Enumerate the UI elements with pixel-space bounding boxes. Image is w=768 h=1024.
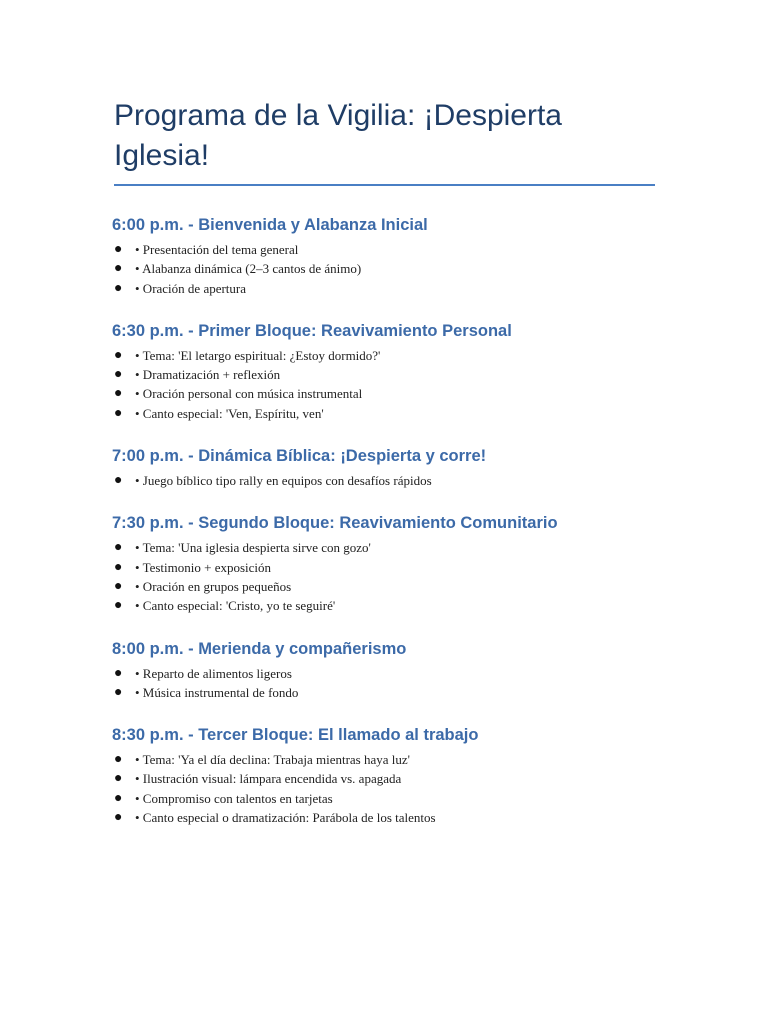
bullet-icon: ●	[114, 540, 123, 556]
schedule-section	[114, 724, 655, 827]
list-item	[114, 683, 655, 702]
bullet-icon: ●	[114, 578, 123, 594]
list-item	[114, 404, 655, 423]
item-text: • Ilustración visual: lámpara encendida vs. apagada	[135, 771, 402, 787]
section-heading: 7:00 p.m. - Dinámica Bíblica: ¡Despierta y corre!	[112, 447, 487, 466]
document-page	[114, 96, 655, 849]
list-item	[114, 240, 655, 259]
item-text: • Tema: 'Ya el día declina: Trabaja mientras haya luz'	[135, 752, 410, 768]
bullet-icon: ●	[114, 790, 123, 806]
bullet-icon: ●	[114, 771, 123, 787]
section-heading: 6:00 p.m. - Bienvenida y Alabanza Inicial	[112, 216, 428, 234]
bullet-icon: ●	[114, 261, 123, 277]
bullet-icon: ●	[114, 810, 123, 826]
bullet-icon: ●	[114, 386, 123, 402]
list-item	[114, 596, 655, 615]
list-item	[114, 346, 655, 365]
item-list	[114, 346, 655, 423]
item-list	[114, 664, 655, 703]
item-text: • Presentación del tema general	[135, 242, 299, 257]
bullet-icon: ●	[114, 280, 123, 296]
bullet-icon: ●	[114, 347, 123, 363]
item-text: • Oración en grupos pequeños	[135, 578, 292, 594]
item-text: • Dramatización + reflexión	[135, 367, 281, 383]
item-text: • Oración de apertura	[135, 280, 247, 296]
item-list	[114, 750, 655, 827]
list-item	[114, 384, 655, 403]
list-item	[114, 664, 655, 683]
section-heading: 8:30 p.m. - Tercer Bloque: El llamado al trabajo	[112, 726, 479, 745]
item-text: • Compromiso con talentos en tarjetas	[135, 790, 333, 806]
list-item	[114, 750, 655, 769]
schedule-section	[114, 638, 655, 703]
bullet-icon: ●	[114, 598, 123, 614]
item-text: • Canto especial o dramatización: Parábola de los talentos	[135, 810, 436, 826]
list-item	[114, 259, 655, 278]
item-text: • Canto especial: 'Ven, Espíritu, ven'	[135, 405, 324, 421]
bullet-icon: ●	[114, 559, 123, 575]
section-heading: 8:00 p.m. - Merienda y compañerismo	[112, 639, 407, 658]
schedule-section	[114, 320, 655, 423]
item-text: • Música instrumental de fondo	[135, 684, 299, 700]
section-heading: 6:30 p.m. - Primer Bloque: Reavivamiento Personal	[112, 321, 512, 340]
item-text: • Juego bíblico tipo rally en equipos con desafíos rápidos	[135, 473, 432, 489]
list-item	[114, 365, 655, 384]
item-text: • Alabanza dinámica (2–3 cantos de ánimo)	[135, 261, 362, 277]
bullet-icon: ●	[114, 684, 123, 700]
title-divider	[114, 184, 655, 186]
schedule-section	[114, 214, 655, 298]
bullet-icon: ●	[114, 665, 123, 681]
list-item	[114, 471, 655, 490]
list-item	[114, 789, 655, 808]
item-text: • Reparto de alimentos ligeros	[135, 665, 292, 681]
schedule-section	[114, 445, 655, 490]
bullet-icon: ●	[114, 473, 123, 489]
list-item	[114, 558, 655, 577]
item-text: • Testimonio + exposición	[135, 559, 272, 575]
section-heading: 7:30 p.m. - Segundo Bloque: Reavivamiento Comunitario	[112, 514, 558, 533]
item-text: • Oración personal con música instrumental	[135, 386, 363, 402]
item-list	[114, 240, 655, 298]
item-text: • Canto especial: 'Cristo, yo te seguiré'	[135, 598, 336, 614]
document-title: Programa de la Vigilia: ¡Despierta Iglesia!	[114, 99, 562, 172]
bullet-icon: ●	[114, 405, 123, 421]
bullet-icon: ●	[114, 242, 123, 257]
item-list	[114, 471, 655, 490]
item-text: • Tema: 'El letargo espiritual: ¿Estoy dormido?'	[135, 347, 381, 363]
bullet-icon: ●	[114, 367, 123, 383]
bullet-icon: ●	[114, 752, 123, 768]
list-item	[114, 279, 655, 298]
schedule-section	[114, 512, 655, 615]
list-item	[114, 577, 655, 596]
item-text: • Tema: 'Una iglesia despierta sirve con gozo'	[135, 540, 371, 556]
item-list	[114, 538, 655, 615]
list-item	[114, 769, 655, 788]
list-item	[114, 808, 655, 827]
list-item	[114, 538, 655, 557]
